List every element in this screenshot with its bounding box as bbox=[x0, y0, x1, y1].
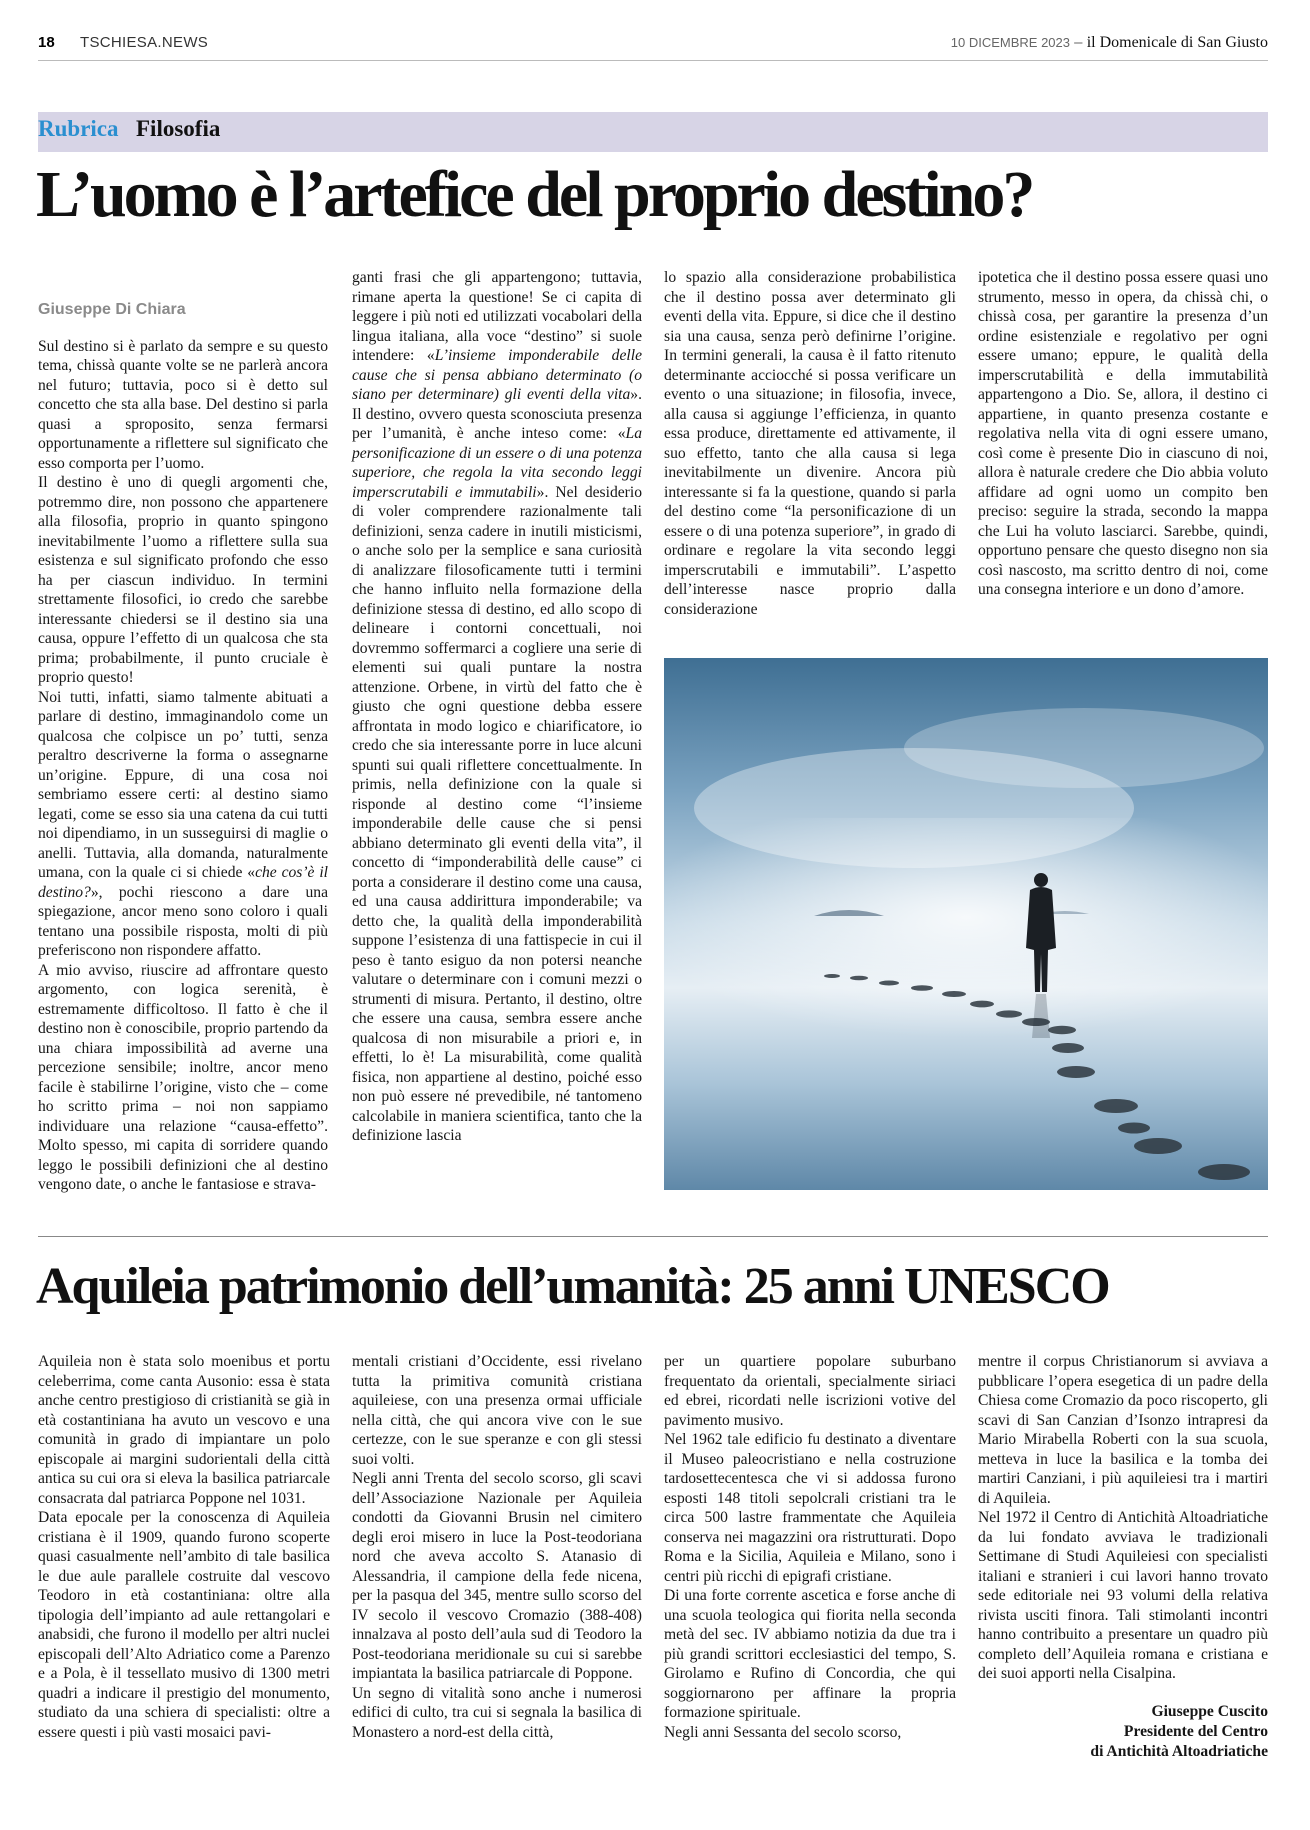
section-rule bbox=[38, 1236, 1268, 1237]
italic-quote: La personificazione di un essere o di una potenza superiore, che regola la vita secondo leggi imperscrutabili e immutabili bbox=[352, 425, 642, 501]
paragraph-text: Negli anni Sessanta del secolo scorso, bbox=[664, 1723, 902, 1741]
signature-role: Presidente del Centro bbox=[1123, 1722, 1268, 1740]
paragraph bbox=[664, 1723, 956, 1743]
paragraph bbox=[352, 1352, 642, 1469]
paragraph-text: Nel 1972 il Centro di Antichità Altoadriatiche da lui fondato avviava le tradizionali Settimane di Studi Aquileiesi con specialisti italiani e stranieri i cui lavori hanno trovato sede editoriale nei 93 volumi della relativa rivista usciti finora. Tali stimolanti incontri hanno contribuito a presentare un quadro più completo dell’Aquileia romana e cristiana e dei suoi apporti nella Cisalpina. bbox=[978, 1509, 1268, 1682]
header-right bbox=[951, 34, 1268, 52]
paragraph bbox=[978, 268, 1268, 600]
paragraph-text: ». Nel desiderio di voler comprendere razionalmente tali definizioni, senza cadere in inutili misticismi, o anche solo per la semplice e sana curiosità di analizzare filosoficamente tutti i termini che hanno influito nella formazione della definizione stessa di destino, ed allo scopo di delineare i contorni concettuali, noi dovremmo soffermarci a cogliere una serie di elementi sui quali puntare la nostra attenzione. Orbene, in virtù del fatto che è giusto che ogni questione debba essere affrontata in modo logico e chiarificatore, io credo che sia interessante porre in luce alcuni spunti sui quali riflettere concettualmente. In primis, nella definizione con la quale si risponde al destino come “l’insieme imponderabile delle cause che si pensi abbiano determinato gli eventi della vita”, il concetto di “imponderabilità delle cause” ci porta a considerare il destino come una causa, ed una causa addirittura imponderabile; va detto che, la qualità della imponderabilità suppone l’esistenza di una fattispecie in cui il peso è tanto esiguo da non potersi neanche valutare o determinare con i comuni mezzi o strumenti di misura. Pertanto, il destino, oltre che essere una causa, sembra essere anche qualcosa di non misurabile a priori e, in effetti, lo è! La misurabilità, come qualità fisica, non appartiene al destino, poiché esso non può essere né prevedibile, né tantomeno calcolabile in maniera scientifica, tanto che la definizione lascia bbox=[352, 483, 642, 1144]
article2-column-2 bbox=[352, 1352, 642, 1742]
article1-title: L’uomo è l’artefice del proprio destino? bbox=[36, 158, 1033, 231]
signature-institution: di Antichità Altoadriatiche bbox=[1090, 1742, 1268, 1760]
article2-column-3 bbox=[664, 1352, 956, 1742]
paragraph-text: Un segno di vitalità sono anche i numerosi edifici di culto, tra cui si segnala la basilica di Monastero a nord-est della città, bbox=[352, 1684, 642, 1741]
paragraph-text: Sul destino si è parlato da sempre e su questo tema, chissà quante volte se ne parlerà ancora nel futuro; tuttavia, poco si è detto sul concetto che sta alla base. Del destino si parla quasi a sproposito, senza fermarsi opportunamente a riflettere sul significato che esso comporta per l’uomo. bbox=[38, 337, 328, 472]
paragraph-text: Nel 1962 tale edificio fu destinato a diventare il Museo paleocristiano e nella costruzione tardosettecentesca che vi si addossa furono esposti 148 titoli sepolcrali cristiani tra le circa 500 lastre frammentate che Aquileia conserva nei magazzini ora ristrutturati. Dopo Roma e la Sicilia, Aquileia e Milano, sono i centri più ricchi di epigrafi cristiane. bbox=[664, 1431, 956, 1585]
article2-column-4 bbox=[978, 1352, 1268, 1762]
rubric-label: Rubrica bbox=[38, 116, 119, 141]
page-number: 18 bbox=[38, 34, 55, 51]
article2-col4-body bbox=[978, 1352, 1268, 1684]
header-rule bbox=[38, 60, 1268, 61]
issue-date: 10 DICEMBRE 2023 bbox=[950, 35, 1070, 50]
paper-name: il Domenicale di San Giusto bbox=[1086, 34, 1268, 51]
article1-photo bbox=[664, 658, 1268, 1190]
paragraph bbox=[38, 337, 328, 474]
article2-signature bbox=[978, 1702, 1268, 1762]
article1-column-2 bbox=[352, 268, 642, 1146]
paragraph-text: Data epocale per la conoscenza di Aquileia cristiana è il 1909, quando furono scoperte quasi casualmente nell’ambito di tale basilica le due aule parallele costruite dal vescovo Teodoro in età costantiniana: oltre alla tipologia dell’impianto ad aule rettangolari e anabsidi, che furono il modello per altri nuclei episcopali dell’Alto Adriatico come a Parenzo e a Pola, è il tessellato musivo di 1300 metri quadri a indicare il prestigio del monumento, studiato da una schiera di specialisti: oltre a essere questi i più vasti mosaici pavi- bbox=[38, 1509, 330, 1741]
paragraph-text: per un quartiere popolare suburbano frequentato da orientali, specialmente siriaci ed ebrei, ricordati nelle iscrizioni votive del pavimento musivo. bbox=[664, 1353, 956, 1429]
paragraph-text: A mio avviso, riuscire ad affrontare questo argomento, con logica serenità, è estremamente difficoltoso. Il fatto è che il destino non è conoscibile, proprio partendo da una chiara impossibilità ad averne una percezione sensibile; inoltre, ancor meno facile è stabilirne l’origine, visto che – come ho scritto prima – noi non sappiamo individuare una relazione “causa-effetto”. Molto spesso, mi capita di sorridere quando leggo le possibili definizioni che al destino vengono date, o anche le fantasiose e strava- bbox=[38, 961, 328, 1193]
article1-author: Giuseppe Di Chiara bbox=[38, 301, 186, 318]
paragraph-text: Negli anni Trenta del secolo scorso, gli scavi dell’Associazione Nazionale per Aquileia condotti da Giovanni Brusin nel cimitero degli eroi misero in luce la Post-teodoriana nord che aveva accolto S. Atanasio di Alessandria, il campione della fede nicena, per la pasqua del 345, mentre sullo scorso del IV secolo il vescovo Cromazio (388-408) innalzava al posto dell’aula sud di Teodoro la Post-teodoriana meridionale su cui si sarebbe impiantata la basilica patriarcale di Poppone. bbox=[352, 1470, 642, 1682]
site-name: TSCHIESA.NEWS bbox=[80, 34, 209, 51]
paragraph-text: », pochi riescono a dare una spiegazione, ancor meno sono coloro i quali tentano una possibile risposta, molti di più preferiscono non rispondere affatto. bbox=[38, 883, 328, 959]
paragraph-text: ganti frasi che gli appartengono; tuttavia, rimane aperta la questione! Se ci capita di leggere i più noti ed utilizzati vocabolari della lingua italiana, alla voce “destino” si suole intendere: « bbox=[352, 269, 642, 364]
paragraph-text: mentali cristiani d’Occidente, essi rivelano tutta la primitiva comunità cristiana aquileiese, con una presenza ormai ufficiale nella città, che qui ancora vive con le sue certezze, con le sue speranze e con gli stessi suoi volti. bbox=[352, 1353, 642, 1468]
paragraph bbox=[38, 1508, 330, 1742]
italic-quote: che cos’è il destino? bbox=[38, 864, 328, 901]
italic-quote: L’insieme imponderabile delle cause che si pensa abbiano determinato (o siano per determinare) gli eventi della vita bbox=[352, 347, 642, 403]
paragraph-text: Aquileia non è stata solo moenibus et portu celeberrima, come canta Ausonio: essa è stata anche centro prestigioso di cristianità se già in età costantiniana ha avuto un vescovo e una comunità in grado di impiantare un polo episcopale ai margini sudorientali della città antica su cui ora si eleva la basilica patriarcale consacrata dal patriarca Poppone nel 1031. bbox=[38, 1353, 330, 1507]
paragraph bbox=[664, 1586, 956, 1723]
paragraph bbox=[664, 268, 956, 619]
paragraph-text: ». Il destino, ovvero questa sconosciuta presenza per l’umanità, è anche inteso come: « bbox=[352, 386, 642, 442]
article1-col1-body bbox=[38, 337, 328, 1195]
article2-title: Aquileia patrimonio dell’umanità: 25 anni UNESCO bbox=[36, 1258, 1109, 1315]
paragraph bbox=[38, 688, 328, 961]
signature-name: Giuseppe Cuscito bbox=[1151, 1702, 1268, 1720]
article2-column-1 bbox=[38, 1352, 330, 1742]
rubric-band bbox=[38, 112, 1268, 152]
paragraph-text: lo spazio alla considerazione probabilistica che il destino possa aver determinato gli eventi della vita. Eppure, si dice che il destino sia una causa, senza però definirne l’origine. In termini generali, la causa è il fatto ritenuto determinante acciocché si possa verificare un evento o una situazione; in filosofia, invece, alla causa si aggiunge l’efficienza, in quanto essa produce, direttamente ed attivamente, il suo effetto, tanto che alla causa si lega inevitabilmente un divenire. Ancora più interessante si fa la questione, quando si parla del destino come “la personificazione di un essere o di una potenza superiore”, in grado di ordinare e regolare la vita secondo leggi imperscrutabili e immutabili”. L’aspetto dell’interesse nasce proprio dalla considerazione bbox=[664, 269, 956, 618]
paragraph bbox=[978, 1352, 1268, 1508]
paragraph-text: Noi tutti, infatti, siamo talmente abituati a parlare di destino, immaginandolo come un qualcosa che colpisce un po’ tutti, senza peraltro descriverne la forma o assegnarne un’origine. Eppure, di una cosa noi sembriamo essere certi: al destino siamo legati, come se esso sia una catena da cui tutti noi dipendiamo, in un susseguirsi di maglie o anelli. Tuttavia, alla domanda, naturalmente umana, con la quale ci si chiede « bbox=[38, 688, 328, 881]
rubric-section: Filosofia bbox=[136, 116, 221, 141]
paragraph bbox=[38, 1352, 330, 1508]
header-separator: – bbox=[1074, 34, 1083, 51]
article1-column-3 bbox=[664, 268, 956, 619]
paragraph bbox=[664, 1352, 956, 1430]
article1-column-1 bbox=[38, 300, 328, 1195]
paragraph bbox=[664, 1430, 956, 1586]
paragraph bbox=[978, 1508, 1268, 1684]
paragraph bbox=[352, 1684, 642, 1743]
article1-column-4 bbox=[978, 268, 1268, 600]
paragraph-text: Di una forte corrente ascetica e forse anche di una scuola teologica qui fiorita nella seconda metà del sec. IV abbiamo notizia da due tra i più grandi scrittori ecclesiastici del tempo, S. Girolamo e Rufino di Concordia, che qui soggiornarono per affinare la propria formazione spirituale. bbox=[664, 1587, 956, 1721]
paragraph bbox=[38, 473, 328, 688]
paragraph bbox=[38, 961, 328, 1195]
paragraph-text: Il destino è uno di quegli argomenti che, potremmo dire, non possono che appartenere alla filosofia, proprio in quanto spingono inevitabilmente l’uomo a riflettere sulla sua esistenza e sul significato profondo che esso ha per ciascun individuo. In termini strettamente filosofici, io credo che sarebbe interessante chiedersi se il destino sia una causa, oppure l’effetto di un qualcosa che sta prima; probabilmente, il punto cruciale è proprio questo! bbox=[38, 474, 328, 686]
paragraph bbox=[352, 268, 642, 1146]
man-on-stepping-stones-image bbox=[664, 658, 1268, 1190]
page-header bbox=[38, 34, 1268, 58]
paragraph-text: ipotetica che il destino possa essere quasi uno strumento, messo in opera, da chissà chi, o chissà cosa, per garantire la presenza d’un ordine esistenziale e regolativo per ogni essere umano; eppure, le qualità della imperscrutabilità e della immutabilità appartengono a Dio. Se, allora, il destino ci appartiene, in quanto presenza costante e regolativa nella vita di ogni essere umano, così come è presente Dio in ciascuno di noi, allora è naturale credere che Dio abbia voluto affidare ad ogni uomo un compito ben preciso: seguire la strada, secondo la mappa che Lui ha voluto lasciarci. Sarebbe, quindi, opportuno pensare che questo disegno non sia così nascosto, ma scritto dentro di noi, come una consegna interiore e un dono d’amore. bbox=[978, 269, 1268, 598]
paragraph-text: mentre il corpus Christianorum si avviava a pubblicare l’opera esegetica di un padre della Chiesa come Cromazio da poco riscoperto, gli scavi di San Canzian d’Isonzo intrapresi da Mario Mirabella Roberti con la sua scuola, metteva in luce la basilica e la tomba dei martiri Canziani, i più aquileiesi tra i martiri di Aquileia. bbox=[978, 1353, 1268, 1507]
paragraph bbox=[352, 1469, 642, 1684]
